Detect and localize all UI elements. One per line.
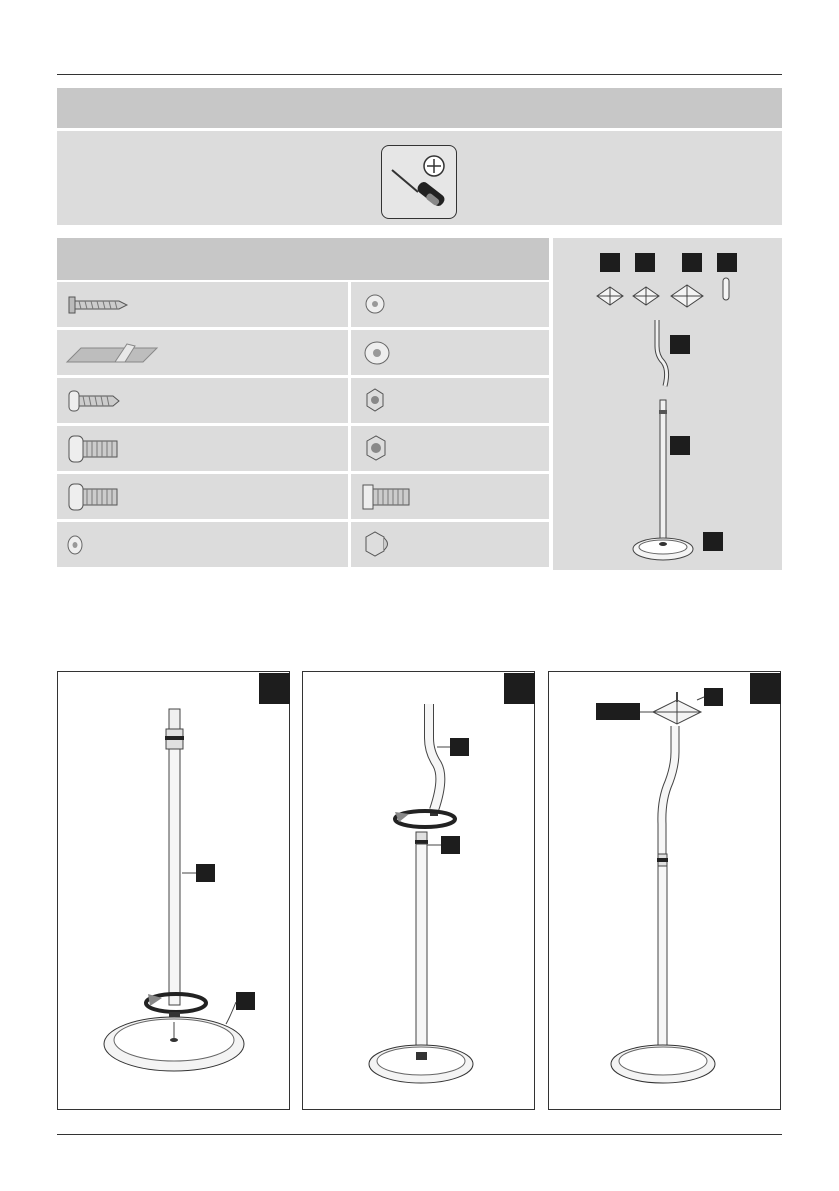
parts-overview-panel <box>553 238 782 570</box>
flat-head-bolt-icon <box>351 474 549 519</box>
assembly-step-2 <box>302 671 535 1110</box>
hex-nut-icon <box>351 426 549 471</box>
fan-stand-exploded-view <box>553 238 782 570</box>
part-cell <box>351 282 549 327</box>
pan-head-bolt-icon <box>57 474 348 519</box>
washer-icon <box>57 522 348 567</box>
countersunk-wood-screw-icon <box>57 282 348 327</box>
large-washer-icon <box>351 330 549 375</box>
self-tapping-screw-icon <box>57 378 348 423</box>
adhesive-pad-icon <box>57 330 348 375</box>
cap-nut-icon <box>351 522 549 567</box>
assembly-step-1 <box>57 671 290 1110</box>
tools-header-bar <box>57 88 782 128</box>
part-cell <box>57 330 348 375</box>
bottom-rule <box>57 1134 782 1135</box>
step-1-illustration <box>58 672 291 1111</box>
part-cell <box>351 330 549 375</box>
part-cell <box>351 378 549 423</box>
lock-nut-icon <box>351 378 549 423</box>
small-washer-icon <box>351 282 549 327</box>
step-2-illustration <box>303 672 536 1111</box>
part-cell <box>57 282 348 327</box>
top-rule <box>57 74 782 75</box>
part-cell <box>351 522 549 567</box>
step-3-illustration <box>549 672 782 1111</box>
phillips-screwdriver-icon <box>381 145 457 219</box>
parts-header-bar <box>57 238 549 280</box>
part-cell <box>57 474 348 519</box>
assembly-step-3 <box>548 671 781 1110</box>
part-cell <box>351 474 549 519</box>
part-cell <box>57 522 348 567</box>
pan-head-bolt-icon <box>57 426 348 471</box>
part-cell <box>57 426 348 471</box>
part-cell <box>351 426 549 471</box>
part-cell <box>57 378 348 423</box>
